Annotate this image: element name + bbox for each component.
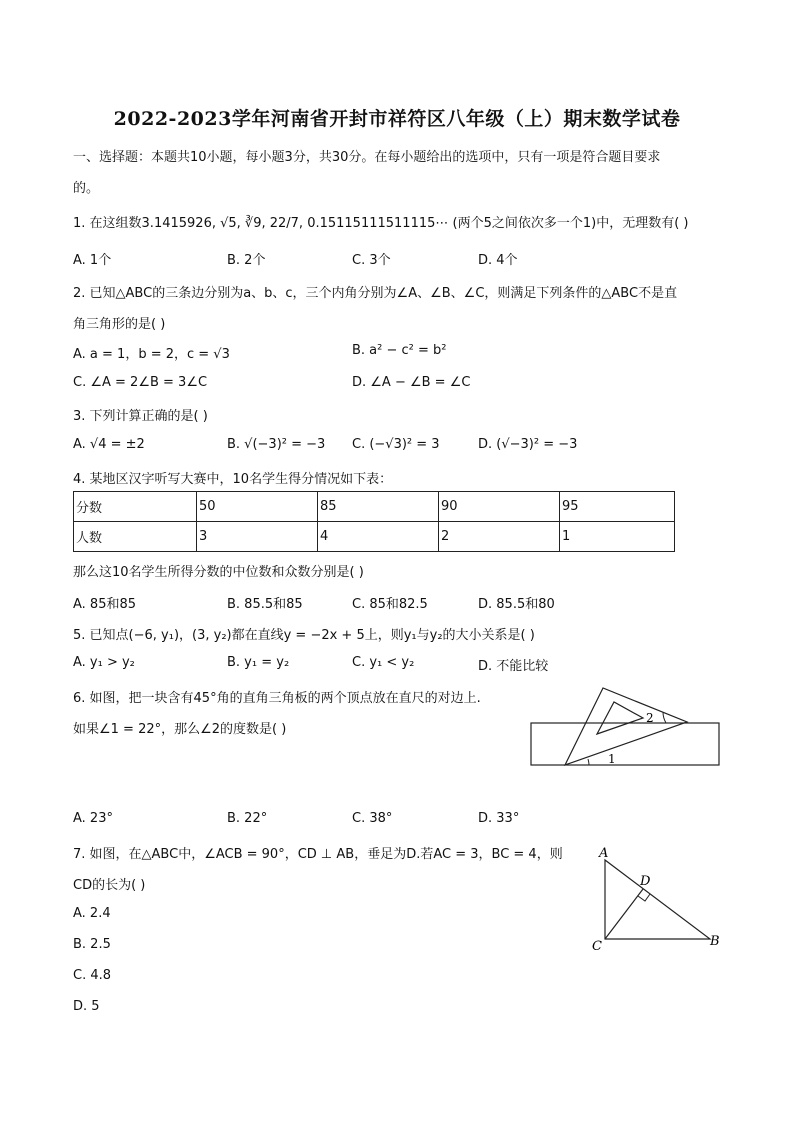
triangle-inner bbox=[597, 702, 643, 734]
table-cell: 1 bbox=[560, 522, 675, 552]
table-cell: 2 bbox=[439, 522, 560, 552]
triangle-abc-figure bbox=[588, 842, 728, 957]
section-heading-line2: 的。 bbox=[73, 181, 100, 196]
table-cell: 50 bbox=[197, 492, 318, 522]
question-2-line2: 角三角形的是( ) bbox=[73, 317, 166, 332]
q3-option-b[interactable]: B. √(−3)² = −3 bbox=[227, 437, 326, 452]
q5-option-b[interactable]: B. y₁ = y₂ bbox=[227, 655, 290, 670]
question-7-line2: CD的长为( ) bbox=[73, 878, 146, 893]
ruler-triangle-figure bbox=[530, 686, 722, 770]
q7-option-d[interactable]: D. 5 bbox=[73, 999, 100, 1014]
q6-option-d[interactable]: D. 33° bbox=[478, 811, 520, 826]
question-4-question: 那么这10名学生所得分数的中位数和众数分别是( ) bbox=[73, 565, 364, 580]
q1-option-c[interactable]: C. 3个 bbox=[352, 253, 391, 268]
right-angle-marker bbox=[638, 894, 650, 901]
q2-option-a[interactable]: A. a = 1，b = 2，c = √3 bbox=[73, 347, 230, 362]
table-row bbox=[74, 492, 675, 522]
q2-option-c[interactable]: C. ∠A = 2∠B = 3∠C bbox=[73, 375, 208, 390]
question-6-line2: 如果∠1 = 22°，那么∠2的度数是( ) bbox=[73, 722, 287, 737]
table-cell: 85 bbox=[318, 492, 439, 522]
q7-option-b[interactable]: B. 2.5 bbox=[73, 937, 111, 952]
q2-option-d[interactable]: D. ∠A − ∠B = ∠C bbox=[352, 375, 471, 390]
vertex-c-label: C bbox=[592, 939, 602, 954]
q2-option-b[interactable]: B. a² − c² = b² bbox=[352, 343, 447, 358]
section-heading-line1: 一、选择题：本题共10小题，每小题3分，共30分。在每小题给出的选项中，只有一项是符合题目要求 bbox=[73, 150, 661, 165]
table-cell: 4 bbox=[318, 522, 439, 552]
table-cell: 95 bbox=[560, 492, 675, 522]
q1-option-d[interactable]: D. 4个 bbox=[478, 253, 518, 268]
angle-2-label: 2 bbox=[646, 711, 654, 725]
q4-option-a[interactable]: A. 85和85 bbox=[73, 597, 137, 612]
triangle-outer bbox=[565, 688, 687, 765]
table-cell: 3 bbox=[197, 522, 318, 552]
question-7-line1: 7. 如图，在△ABC中，∠ACB = 90°，CD ⊥ AB，垂足为D.若AC = 3，BC = 4，则 bbox=[73, 847, 563, 862]
q6-option-a[interactable]: A. 23° bbox=[73, 811, 113, 826]
q4-option-d[interactable]: D. 85.5和80 bbox=[478, 597, 555, 612]
q6-option-c[interactable]: C. 38° bbox=[352, 811, 393, 826]
q5-option-c[interactable]: C. y₁ < y₂ bbox=[352, 655, 415, 670]
page-title: 2022-2023学年河南省开封市祥符区八年级（上）期末数学试卷 bbox=[113, 108, 681, 130]
q3-option-a[interactable]: A. √4 = ±2 bbox=[73, 437, 145, 452]
q3-option-c[interactable]: C. (−√3)² = 3 bbox=[352, 437, 440, 452]
q7-option-c[interactable]: C. 4.8 bbox=[73, 968, 112, 983]
triangle-abc bbox=[605, 860, 710, 939]
vertex-b-label: B bbox=[710, 934, 720, 949]
score-table bbox=[73, 491, 675, 552]
question-3-stem: 3. 下列计算正确的是( ) bbox=[73, 409, 208, 424]
vertex-d-label: D bbox=[640, 874, 651, 889]
q4-option-c[interactable]: C. 85和82.5 bbox=[352, 597, 428, 612]
table-row bbox=[74, 522, 675, 552]
table-cell: 人数 bbox=[74, 522, 197, 552]
question-5-stem: 5. 已知点(−6, y₁)，(3, y₂)都在直线y = −2x + 5上，则y₁与y₂的大小关系是( ) bbox=[73, 628, 535, 643]
q6-option-b[interactable]: B. 22° bbox=[227, 811, 268, 826]
q1-option-a[interactable]: A. 1个 bbox=[73, 253, 112, 268]
table-cell: 90 bbox=[439, 492, 560, 522]
question-1-stem: 1. 在这组数3.1415926, √5, ∛9, 22/7, 0.15115111511115⋯ (两个5之间依次多一个1)中，无理数有( ) bbox=[73, 216, 689, 231]
table-cell: 分数 bbox=[74, 492, 197, 522]
question-6-line1: 6. 如图，把一块含有45°角的直角三角板的两个顶点放在直尺的对边上. bbox=[73, 691, 481, 706]
q4-option-b[interactable]: B. 85.5和85 bbox=[227, 597, 303, 612]
question-2-line1: 2. 已知△ABC的三条边分别为a、b、c，三个内角分别为∠A、∠B、∠C，则满足下列条件的△ABC不是直 bbox=[73, 286, 678, 301]
q3-option-d[interactable]: D. (√−3)² = −3 bbox=[478, 437, 578, 452]
question-4-stem: 4. 某地区汉字听写大赛中，10名学生得分情况如下表： bbox=[73, 472, 393, 487]
q5-option-d[interactable]: D. 不能比较 bbox=[478, 659, 549, 674]
angle-1-arc bbox=[588, 759, 589, 765]
q5-option-a[interactable]: A. y₁ > y₂ bbox=[73, 655, 135, 670]
angle-1-label: 1 bbox=[608, 752, 616, 766]
q7-option-a[interactable]: A. 2.4 bbox=[73, 906, 111, 921]
q1-option-b[interactable]: B. 2个 bbox=[227, 253, 266, 268]
altitude-cd bbox=[605, 889, 643, 939]
vertex-a-label: A bbox=[599, 846, 609, 861]
